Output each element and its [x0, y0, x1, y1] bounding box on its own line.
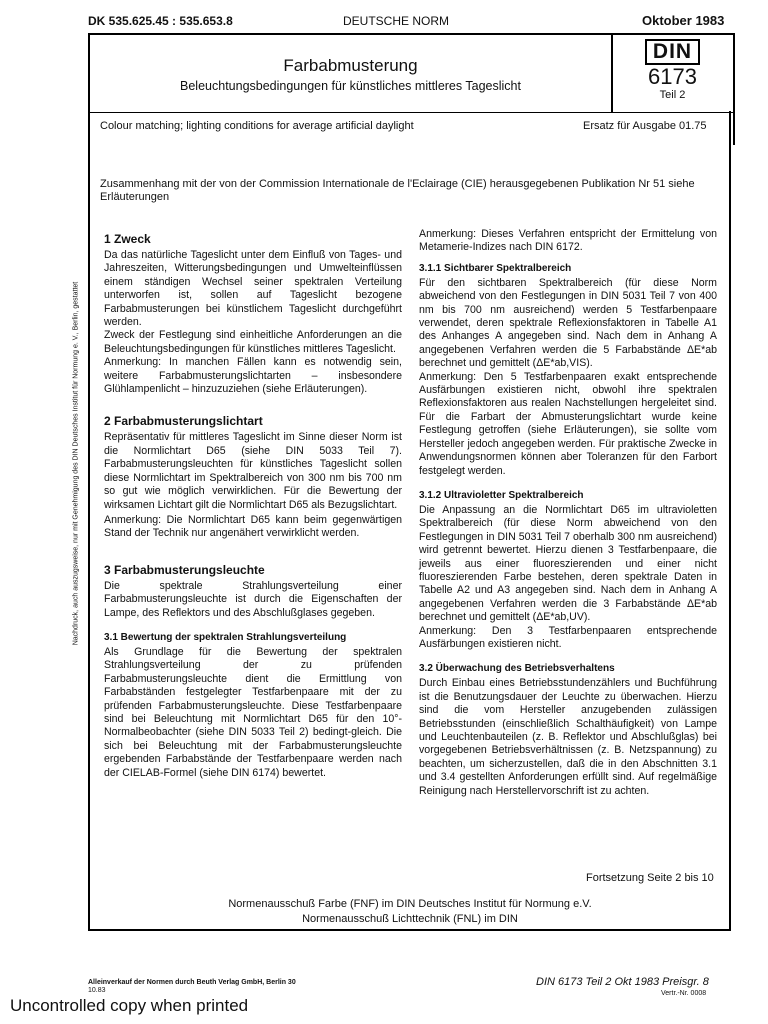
section-3-1-1-title: 3.1.1 Sichtbarer Spektralbereich [419, 262, 572, 274]
section-3-1-1-note: Anmerkung: Den 5 Testfarbenpaaren exakt entsprechende Ausfärbungen existieren nicht, obwohl ihre spektralen Reflexionsfaktoren aus realen Nachstellungen hergeleitet sind. Für die Farbart der Abmusterungslichtart wurde keine Festlegung getroffen (siehe Erläuterungen), sie sollte vom Hersteller jedoch angegeben werden. Für praktische Zwecke in Anwendungsnormen können aber Toleranzen für den Farbort festgelegt werden. [419, 370, 717, 477]
section-2-title: 2 Farbabmusterungslichtart [104, 414, 263, 429]
din-box [612, 35, 733, 113]
section-1-note: Anmerkung: In manchen Fällen kann es notwendig sein, weitere Farbabmusterungslichtarten – insbesondere Glühlampenlicht – hinzuzuziehen (siehe Erläuterungen). [104, 356, 402, 396]
deutsche-norm-label: DEUTSCHE NORM [343, 14, 450, 28]
right-note-1: Anmerkung: Dieses Verfahren entspricht der Ermittelung von Metamerie-Indizes nach DIN 6172. [419, 228, 717, 254]
intro-text: Zusammenhang mit der von der Commission Internationale de l'Eclairage (CIE) herausgegebenen Publikation Nr 51 siehe Erläuterungen [100, 178, 695, 204]
english-title: Colour matching; lighting conditions for average artificial daylight [100, 120, 414, 132]
side-note: Nachdruck, auch auszugsweise, nur mit Genehmigung des DIN Deutsches Institut für Normung e. V., Berlin, gestattet [72, 281, 80, 646]
section-1-para-1: Da das natürliche Tageslicht unter dem Einfluß von Tages- und Jahreszeiten, Witterungsbedingungen und Umwelteinflüssen einem ständigen Wechsel seiner spektralen Verteilung unterworfen ist, sollen auf Tageslicht bezogene Farbabmusterungen bei künstlichem Tageslicht durchgeführt werden. [104, 249, 402, 329]
section-3-title: 3 Farbabmusterungsleuchte [104, 562, 265, 577]
section-3-1-2-title: 3.1.2 Ultravioletter Spektralbereich [419, 489, 584, 501]
din-part: Teil 2 [659, 89, 686, 101]
left-column [104, 232, 402, 780]
section-3-2-title: 3.2 Überwachung des Betriebsverhaltens [419, 663, 615, 675]
footer-vertr: Vertr.-Nr. 0008 [661, 990, 707, 997]
right-rule [729, 111, 731, 931]
right-column [419, 228, 717, 798]
bottom-rule [88, 929, 731, 931]
section-3-1-2-note: Anmerkung: Den 3 Testfarbenpaaren entsprechende Ausfärbungen existieren nicht. [419, 624, 717, 650]
section-3-1-1-para: Für den sichtbaren Spektralbereich (für diese Norm abweichend von den Festlegungen in DIN 5031 Teil 7 von 400 nm bis 700 nm ausreichend) werden 5 Testfarbenpaare verwendet, deren spektrale Reflexionsfaktoren in Tabelle A1 des Anhanges A angegeben sind. Nach dem in Anhang A angegebenen Verfahren werden die 5 Farbabstände ΔE*ab berechnet und gemittelt (ΔE*ab,VIS). [419, 276, 717, 370]
title-box [90, 35, 613, 113]
section-1-title: 1 Zweck [104, 232, 151, 246]
continued-note: Fortsetzung Seite 2 bis 10 [586, 872, 714, 884]
committee-block [100, 897, 720, 927]
section-2-note: Anmerkung: Die Normlichtart D65 kann beim gegenwärtigen Stand der Technik nur angenähert verwirklicht werden. [104, 513, 402, 540]
footer-reference: DIN 6173 Teil 2 Okt 1983 Preisgr. 8 [536, 976, 709, 988]
section-1-para-2: Zweck der Festlegung sind einheitliche Anforderungen an die Beleuchtungsbedingungen für künstliches mittleres Tageslicht. [104, 329, 402, 355]
section-3-1-title: 3.1 Bewertung der spektralen Strahlungsverteilung [104, 631, 347, 643]
replaces-edition: Ersatz für Ausgabe 01.75 [583, 120, 707, 132]
dk-number: DK 535.625.45 : 535.653.8 [88, 14, 233, 28]
footer-code: 10.83 [88, 987, 106, 994]
section-2-para-1: Repräsentativ für mittleres Tageslicht im Sinne dieser Norm ist die Normlichtart D65 (siehe DIN 5033 Teil 7). Farbabmusterungsleuchten für künstliches Tageslicht sollen diese Normlichtart im Spektralbereich von 300 nm bis 700 nm so gut wie möglich verwirklichen. Für die Bewertung der wirksamen Lichtart gilt die Normlichtart D65 als Bezugslichtart. [104, 431, 402, 511]
page-title: Farbabmusterung [283, 56, 418, 75]
page-subtitle: Beleuchtungsbedingungen für künstliches mittleres Tageslicht [180, 79, 521, 93]
uncontrolled-copy-watermark: Uncontrolled copy when printed [10, 996, 249, 1015]
din-number: 6173 [648, 64, 697, 89]
left-rule [88, 111, 90, 931]
section-3-1-para-1: Als Grundlage für die Bewertung der spektralen Strahlungsverteilung der zu prüfenden Farbabmusterungsleuchte dient die Ermittlung von Farbabständen festgelegter Testfarbenpaare mit der zu prüfenden Farbabmusterungsleuchte. Diese Testfarbenpaare sind bei Beleuchtung mit Normlichtart D65 für den 10°-Normalbeobachter (siehe DIN 5033 Teil 2) bedingt-gleich. Die sich bei Beleuchtung mit der Farbabmusterungsleuchte ergebenden Farbabstände der Testfarbenpaare werden nach der CIELAB-Formel (siehe DIN 6174) bewertet. [104, 645, 402, 779]
committee-line-1: Normenausschuß Farbe (FNF) im DIN Deutsches Institut für Normung e.V. [228, 898, 592, 910]
din-logo: DIN [645, 39, 700, 65]
footer-sale: Alleinverkauf der Normen durch Beuth Verlag GmbH, Berlin 30 [88, 979, 296, 986]
publication-date: Oktober 1983 [642, 13, 725, 28]
section-3-2-para: Durch Einbau eines Betriebsstundenzählers und Buchführung ist die Benutzungsdauer der Leuchte zu überwachen. Hierzu sind die vom Hersteller anzugebenden zulässigen Betriebsstunden (einschließlich Schalthäufigkeit) von Lampe und Leuchtenbauteilen (z. B. Reflektor und Abschlußglas) bei vorgegebenen Betriebsverhältnissen (z. B. Netzspannung) zu beachten, um sicherzustellen, daß die in den Abschnitten 3.1 und 3.4 gestellten Anforderungen erfüllt sind. Auf regelmäßige Reinigung nach Herstellervorschrift ist zu achten. [419, 677, 717, 797]
committee-line-2: Normenausschuß Lichttechnik (FNL) im DIN [302, 913, 518, 925]
section-3-1-2-para: Die Anpassung an die Normlichtart D65 im ultravioletten Spektralbereich (für diese Norm abweichend von den Festlegungen in DIN 5031 Teil 7 oberhalb 300 nm ausreichend) wird getrennt bewertet. Hierzu dienen 3 Testfarbenpaare, die jeweils aus einer fluoreszierenden und einer nicht fluoreszierenden Farbe bestehen, deren spektrale Daten in Tabelle A2 und A3 angegeben sind. Nach dem in Anhang A angegebenen Verfahren werden die 3 Farbabstände ΔE*ab berechnet und gemittelt (ΔE*ab,UV). [419, 503, 717, 624]
section-3-para-1: Die spektrale Strahlungsverteilung einer Farbabmusterungsleuchte ist durch die Eigenschaften der Lampe, des Reflektors und des Abschlußglases gegeben. [104, 579, 402, 619]
